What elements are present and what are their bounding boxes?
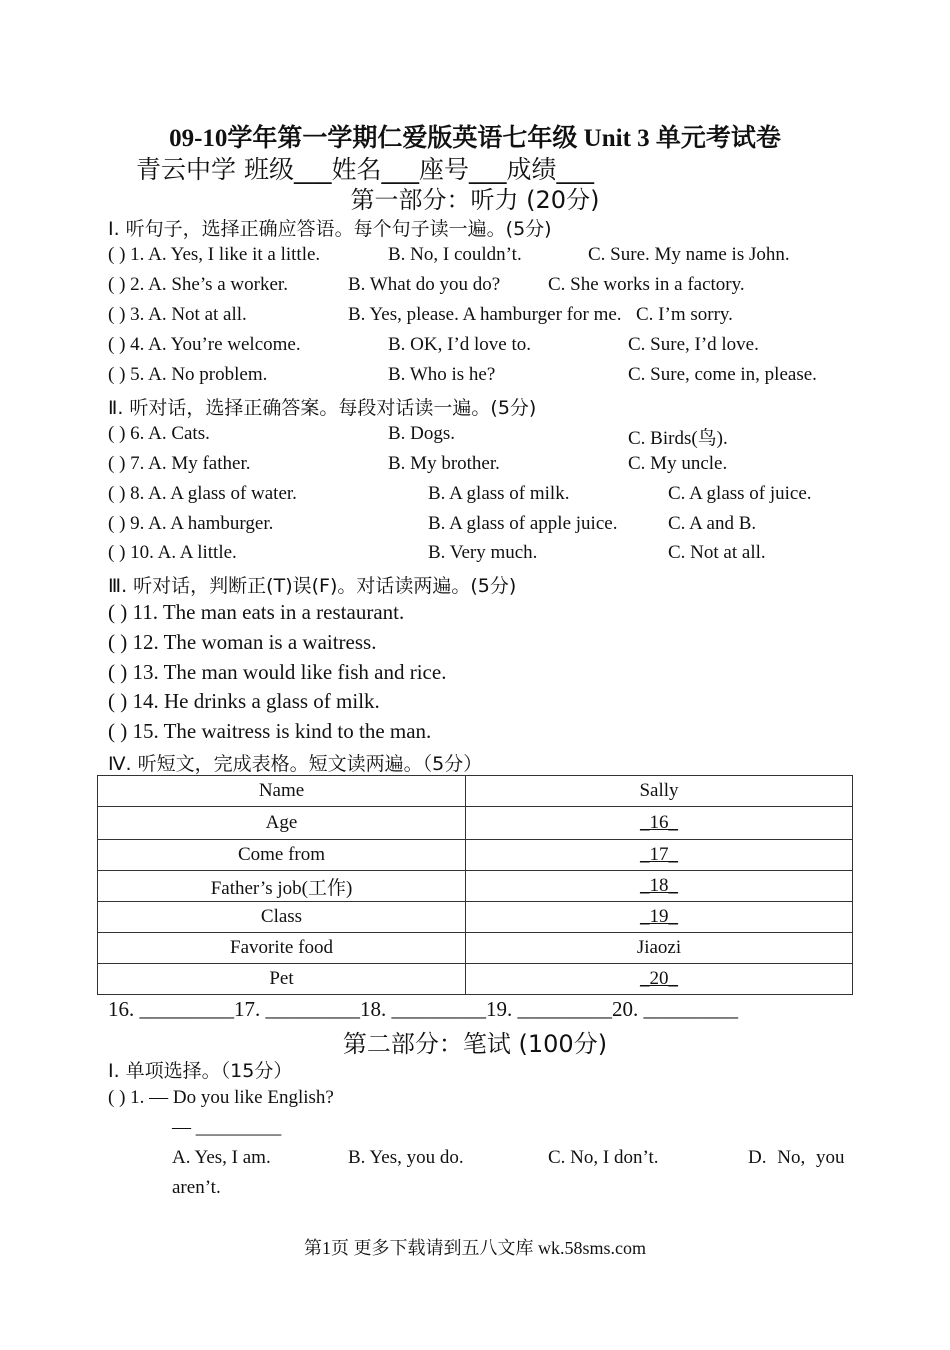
section4-heading: Ⅳ. 听短文，完成表格。短文读两遍。（5分） <box>108 753 483 775</box>
q10-option-a: ( ) 10. A. A little. <box>108 542 237 563</box>
p2-q1-option-b: B. Yes, you do. <box>348 1147 464 1168</box>
table-row <box>98 871 853 902</box>
section1-heading: Ⅰ. 听句子，选择正确应答语。每个句子读一遍。(5分) <box>108 218 552 240</box>
section2-heading: Ⅱ. 听对话，选择正确答案。每段对话读一遍。(5分) <box>108 397 537 419</box>
table-row <box>98 840 853 871</box>
q9-option-c: C. A and B. <box>668 513 757 534</box>
table-cell-value: Jiaozi <box>466 933 853 964</box>
q6-option-c: C. Birds(鸟). <box>628 428 728 449</box>
q8-option-a: ( ) 8. A. A glass of water. <box>108 483 297 504</box>
p2-q1-option-c: C. No, I don’t. <box>548 1147 659 1168</box>
q6-option-a: ( ) 6. A. Cats. <box>108 423 210 444</box>
p2-q1-stem: ( ) 1. — Do you like English? <box>108 1087 334 1108</box>
table-cell-value: _17_ <box>466 840 853 871</box>
table-row <box>98 933 853 964</box>
section3-heading: Ⅲ. 听对话，判断正(T)误(F)。对话读两遍。(5分) <box>108 575 517 597</box>
q5-option-c: C. Sure, come in, please. <box>628 364 817 385</box>
table-cell-label: Name <box>98 776 466 807</box>
exam-title: 09-10学年第一学期仁爱版英语七年级 Unit 3 单元考试卷 <box>169 125 781 152</box>
q9-option-b: B. A glass of apple juice. <box>428 513 618 534</box>
table-cell-value: _19_ <box>466 902 853 933</box>
page-footer: 第1页 更多下载请到五八文库 wk.58sms.com <box>304 1238 646 1258</box>
table-cell-label: Favorite food <box>98 933 466 964</box>
q2-option-c: C. She works in a factory. <box>548 274 745 295</box>
q1-option-c: C. Sure. My name is John. <box>588 244 790 265</box>
table-cell-value: _16_ <box>466 807 853 840</box>
table-cell-label: Come from <box>98 840 466 871</box>
table-cell-value: Sally <box>466 776 853 807</box>
q10-option-c: C. Not at all. <box>668 542 766 563</box>
q3-option-c: C. I’m sorry. <box>636 304 733 325</box>
q7-option-b: B. My brother. <box>388 453 500 474</box>
q15-statement: ( ) 15. The waitress is kind to the man. <box>108 719 432 743</box>
q14-statement: ( ) 14. He drinks a glass of milk. <box>108 689 380 713</box>
part2-section1-heading: Ⅰ. 单项选择。（15分） <box>108 1060 293 1082</box>
table-cell-label: Father’s job(工作) <box>98 871 466 902</box>
q11-statement: ( ) 11. The man eats in a restaurant. <box>108 600 405 624</box>
q3-option-b: B. Yes, please. A hamburger for me. <box>348 304 622 325</box>
q13-statement: ( ) 13. The man would like fish and rice. <box>108 660 447 684</box>
table-row <box>98 902 853 933</box>
part1-heading: 第一部分：听力 (20分) <box>350 186 600 214</box>
answer-line: 16. _________17. _________18. _________19. _________20. _________ <box>108 997 738 1021</box>
q4-option-a: ( ) 4. A. You’re welcome. <box>108 334 301 355</box>
table-cell-label: Pet <box>98 964 466 995</box>
part2-heading: 第二部分：笔试 (100分) <box>342 1030 608 1058</box>
q2-option-b: B. What do you do? <box>348 274 501 295</box>
table-row <box>98 776 853 807</box>
p2-q1-blank: — _________ <box>172 1117 282 1138</box>
q9-option-a: ( ) 9. A. A hamburger. <box>108 513 274 534</box>
table-cell-value: _18_ <box>466 871 853 902</box>
q10-option-b: B. Very much. <box>428 542 538 563</box>
p2-q1-option-d: D. No, you <box>748 1147 845 1168</box>
q4-option-c: C. Sure, I’d love. <box>628 334 759 355</box>
p2-q1-option-d-continued: aren’t. <box>172 1177 221 1198</box>
student-info-line: 青云中学 班级___姓名___座号___成绩___ <box>136 155 594 184</box>
q7-option-a: ( ) 7. A. My father. <box>108 453 251 474</box>
table-row <box>98 964 853 995</box>
table-cell-label: Age <box>98 807 466 840</box>
q12-statement: ( ) 12. The woman is a waitress. <box>108 630 377 654</box>
q3-option-a: ( ) 3. A. Not at all. <box>108 304 247 325</box>
table-row <box>98 807 853 840</box>
q8-option-b: B. A glass of milk. <box>428 483 570 504</box>
q4-option-b: B. OK, I’d love to. <box>388 334 532 355</box>
table-cell-value: _20_ <box>466 964 853 995</box>
q1-option-a: ( ) 1. A. Yes, I like it a little. <box>108 244 321 265</box>
q1-option-b: B. No, I couldn’t. <box>388 244 522 265</box>
q6-option-b: B. Dogs. <box>388 423 456 444</box>
info-table <box>97 775 853 995</box>
q5-option-b: B. Who is he? <box>388 364 496 385</box>
table-cell-label: Class <box>98 902 466 933</box>
p2-q1-option-a: A. Yes, I am. <box>172 1147 271 1168</box>
q7-option-c: C. My uncle. <box>628 453 728 474</box>
q2-option-a: ( ) 2. A. She’s a worker. <box>108 274 288 295</box>
q8-option-c: C. A glass of juice. <box>668 483 812 504</box>
q5-option-a: ( ) 5. A. No problem. <box>108 364 268 385</box>
